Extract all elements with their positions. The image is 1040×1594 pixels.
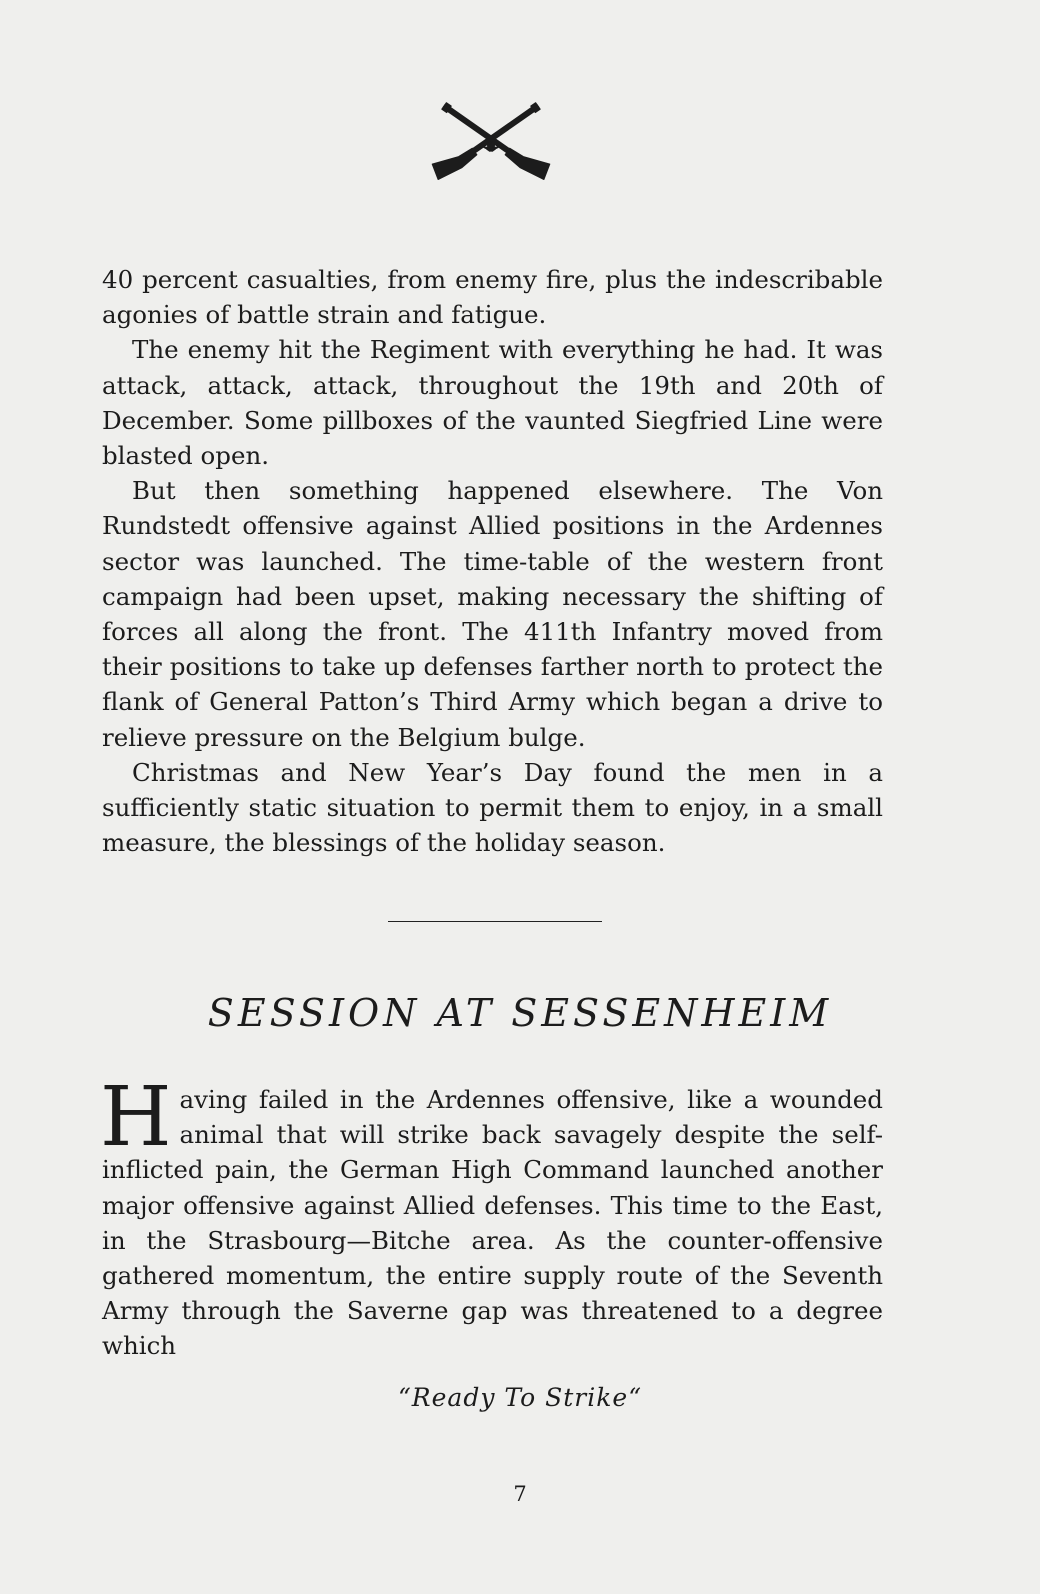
chapter-title: SESSION AT SESSENHEIM xyxy=(207,991,833,1035)
paragraph: The enemy hit the Regiment with everything he had. It was attack, attack, attack, throughout the 19th and 20th of December. Some pillboxes of the vaunted Siegfried Line were blasted open. xyxy=(102,335,883,471)
section-text xyxy=(102,262,883,860)
chapter-text xyxy=(100,1070,883,1364)
paragraph xyxy=(100,1070,883,1364)
drop-cap: H xyxy=(100,1070,172,1165)
paragraph: Christmas and New Year’s Day found the men in a sufficiently static situation to permit them to enjoy, in a small measure, the blessings of the holiday season. xyxy=(102,757,883,858)
crossed-rifles-icon xyxy=(423,86,559,194)
paragraph: But then something happened elsewhere. The Von Rundstedt offensive against Allied positions in the Ardennes sector was launched. The time-table of the western front campaign had been upset, making necessary the shifting of forces all along the front. The 411th Infantry moved from their positions to take up defenses farther north to protect the flank of General Patton’s Third Army which began a drive to relieve pressure on the Belgium bulge. xyxy=(102,476,883,752)
regiment-motto: “Ready To Strike“ xyxy=(398,1383,642,1412)
paragraph: 40 percent casualties, from enemy fire, plus the indescribable agonies of battle strain and fatigue. xyxy=(102,265,883,330)
paragraph-text: aving failed in the Ardennes offensive, like a wounded animal that will strike back savagely despite the self-inflicted pain, the German High Command launched another major offensive against Allied defenses. This time to the East, in the Strasbourg—Bitche area. As the counter-offensive gathered momentum, the entire supply route of the Seventh Army through the Saverne gap was threatened to a degree which xyxy=(102,1085,883,1361)
page-number: 7 xyxy=(513,1482,527,1506)
section-divider xyxy=(388,921,602,922)
